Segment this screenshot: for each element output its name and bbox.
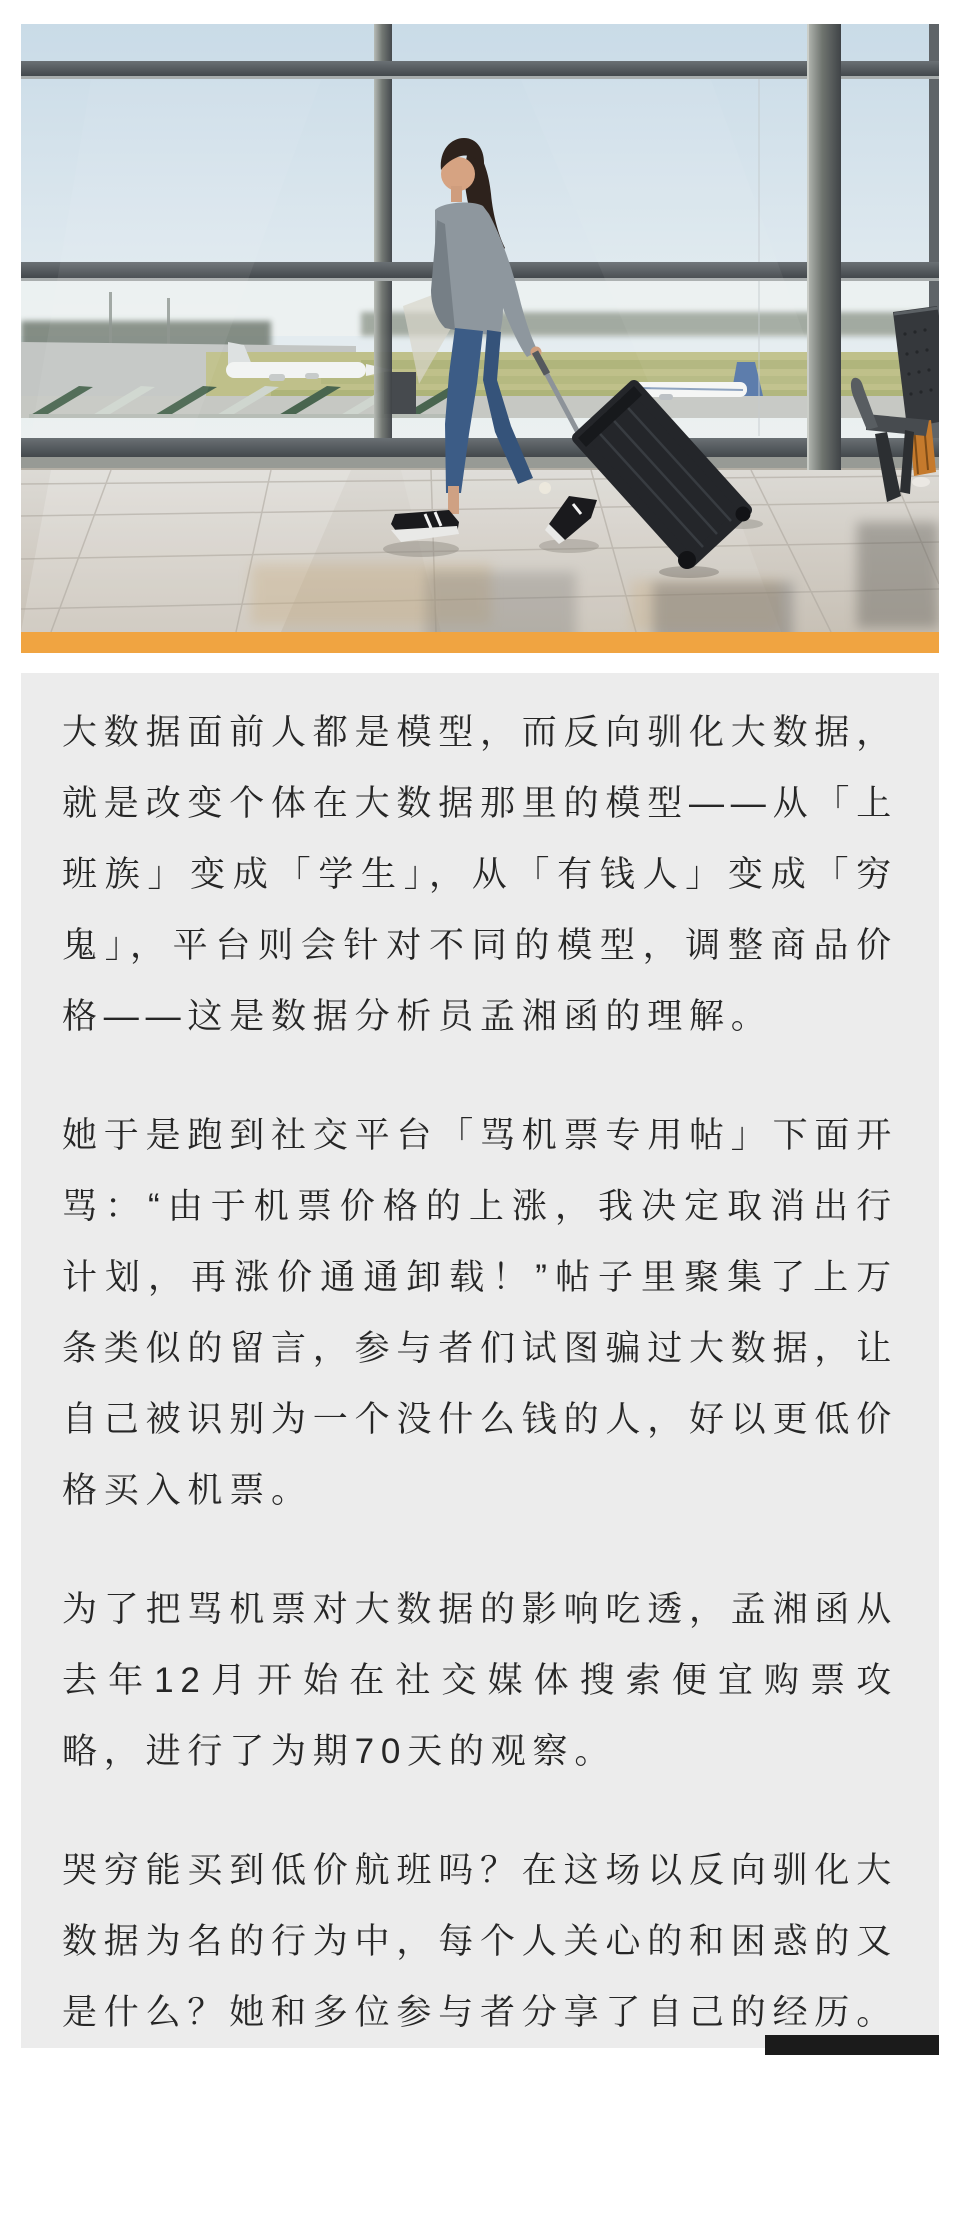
bottom-black-bar — [765, 2035, 939, 2055]
floor-object — [912, 477, 930, 487]
article-paragraph: 为了把骂机票对大数据的影响吃透，孟湘函从去年12月开始在社交媒体搜索便宜购票攻略，进行了为期70天的观察。 — [62, 1590, 899, 1771]
article-paragraph: 大数据面前人都是模型，而反向驯化大数据，就是改变个体在大数据那里的模型——从「上班族」变成「学生」，从「有钱人」变成「穷鬼」，平台则会针对不同的模型，调整商品价格——这是数据分析员孟湘函的理解。 — [62, 713, 899, 1036]
article-paragraph: 哭穷能买到低价航班吗？在这场以反向驯化大数据为名的行为中，每个人关心的和困惑的又是什么？她和多位参与者分享了自己的经历。 — [62, 1851, 899, 2032]
window-frame-post — [807, 24, 841, 484]
hero-photo — [21, 24, 939, 632]
accent-divider-bar — [21, 632, 939, 653]
floor — [21, 470, 939, 632]
airport-scene-illustration — [21, 24, 939, 632]
article-paragraph: 她于是跑到社交平台「骂机票专用帖」下面开骂：“由于机票价格的上涨，我决定取消出行计划，再涨价通通卸载！”帖子里聚集了上万条类似的留言，参与者们试图骗过大数据，让自己被识别为一个没什么钱的人，好以更低价格买入机票。 — [62, 1116, 899, 1510]
article-body — [21, 673, 939, 2048]
